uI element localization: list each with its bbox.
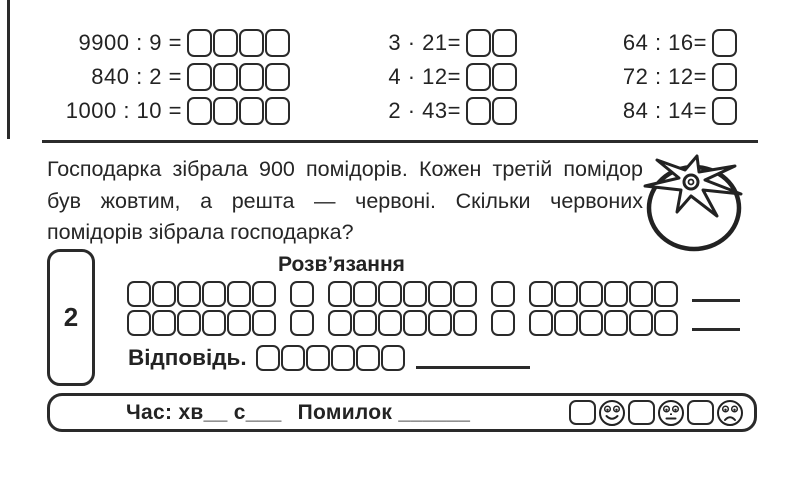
digit-box[interactable] (378, 310, 402, 336)
digit-box[interactable] (127, 281, 151, 307)
drill-row (615, 94, 737, 128)
answer-box[interactable] (187, 97, 212, 125)
digit-box[interactable] (331, 345, 355, 371)
drill-problem-label: 1000 : 10 = (65, 98, 182, 123)
answer-box[interactable] (187, 29, 212, 57)
drill-row (50, 26, 290, 60)
answer-boxes (466, 97, 517, 125)
drill-row (385, 26, 517, 60)
answer-box[interactable] (187, 63, 212, 91)
multiplication-column (385, 26, 517, 128)
operator-box[interactable] (491, 281, 515, 307)
digit-box-group (328, 281, 477, 307)
digit-box[interactable] (152, 281, 176, 307)
score-bar (47, 393, 757, 432)
digit-box[interactable] (554, 281, 578, 307)
answer-boxes (187, 63, 290, 91)
digit-box[interactable] (529, 310, 553, 336)
digit-box[interactable] (256, 345, 280, 371)
page-edge-mark (7, 0, 10, 139)
drill-problem-label: 9900 : 9 = (78, 30, 182, 55)
digit-box[interactable] (252, 281, 276, 307)
digit-box[interactable] (353, 310, 377, 336)
drill-row (385, 60, 517, 94)
sad-face-icon (716, 399, 744, 427)
digit-box[interactable] (152, 310, 176, 336)
answer-box[interactable] (712, 63, 737, 91)
digit-box[interactable] (202, 281, 226, 307)
digit-box[interactable] (306, 345, 330, 371)
drill-row (615, 26, 737, 60)
answer-box[interactable] (466, 29, 491, 57)
drill-problem-label: 3 · 21= (388, 30, 461, 55)
time-label: Час: хв__ с___ (126, 400, 282, 424)
drill-row (615, 60, 737, 94)
answer-box[interactable] (239, 63, 264, 91)
digit-box[interactable] (403, 310, 427, 336)
answer-box[interactable] (466, 97, 491, 125)
digit-box[interactable] (428, 281, 452, 307)
answer-boxes (187, 29, 290, 57)
drill-row (50, 94, 290, 128)
operator-box[interactable] (491, 310, 515, 336)
errors-label: Помилок ______ (297, 400, 471, 424)
digit-box-group (529, 281, 678, 307)
score-checkbox[interactable] (569, 400, 596, 425)
digit-box-group (328, 310, 477, 336)
digit-box[interactable] (554, 310, 578, 336)
answer-box[interactable] (265, 63, 290, 91)
answer-box[interactable] (265, 97, 290, 125)
drill-row (50, 60, 290, 94)
word-problem-text: Господарка зібрала 900 помідорів. Кожен третій помідор був жовтим, а решта — червоні. Скільки червоних помідорів зібрала господарка? (47, 157, 643, 244)
division-short-column (615, 26, 737, 128)
answer-box[interactable] (213, 29, 238, 57)
self-assessment-group (569, 399, 744, 427)
digit-box[interactable] (403, 281, 427, 307)
digit-box[interactable] (579, 281, 603, 307)
answer-box[interactable] (213, 97, 238, 125)
task-number: 2 (63, 302, 79, 332)
division-column (50, 26, 290, 128)
digit-box-group (529, 310, 678, 336)
digit-box[interactable] (453, 281, 477, 307)
answer-boxes (712, 29, 737, 57)
digit-box[interactable] (227, 310, 251, 336)
write-in-line[interactable] (416, 347, 530, 369)
digit-box[interactable] (428, 310, 452, 336)
solution-row (127, 281, 740, 307)
answer-boxes (712, 97, 737, 125)
answer-box[interactable] (239, 97, 264, 125)
task-number-badge (47, 249, 95, 386)
digit-box-group (127, 281, 276, 307)
digit-box[interactable] (328, 310, 352, 336)
solution-heading: Розв’язання (278, 253, 405, 276)
digit-box[interactable] (604, 281, 628, 307)
digit-box[interactable] (202, 310, 226, 336)
answer-box[interactable] (466, 63, 491, 91)
answer-boxes (187, 97, 290, 125)
digit-box[interactable] (529, 281, 553, 307)
digit-box[interactable] (356, 345, 380, 371)
score-checkbox[interactable] (687, 400, 714, 425)
digit-box[interactable] (353, 281, 377, 307)
happy-face-icon (598, 399, 626, 427)
digit-box[interactable] (252, 310, 276, 336)
drill-problem-label: 72 : 12= (622, 64, 707, 89)
tomato-icon (637, 150, 751, 254)
answer-box-group (256, 345, 405, 371)
drill-problem-label: 64 : 16= (622, 30, 707, 55)
digit-box[interactable] (629, 281, 653, 307)
digit-box[interactable] (579, 310, 603, 336)
digit-box[interactable] (127, 310, 151, 336)
write-in-line[interactable] (692, 299, 740, 302)
answer-boxes (466, 29, 517, 57)
neutral-face-icon (657, 399, 685, 427)
answer-box[interactable] (492, 97, 517, 125)
digit-box[interactable] (381, 345, 405, 371)
digit-box[interactable] (227, 281, 251, 307)
digit-box[interactable] (177, 281, 201, 307)
digit-box[interactable] (604, 310, 628, 336)
drill-problem-label: 2 · 43= (388, 98, 461, 123)
digit-box[interactable] (654, 310, 678, 336)
digit-box[interactable] (378, 281, 402, 307)
score-checkbox[interactable] (628, 400, 655, 425)
answer-box[interactable] (265, 29, 290, 57)
answer-box[interactable] (492, 63, 517, 91)
write-in-line[interactable] (692, 328, 740, 331)
answer-box[interactable] (213, 63, 238, 91)
digit-box[interactable] (281, 345, 305, 371)
digit-box[interactable] (453, 310, 477, 336)
digit-box[interactable] (177, 310, 201, 336)
digit-box[interactable] (629, 310, 653, 336)
solution-row (127, 310, 740, 336)
answer-section (128, 345, 530, 371)
solution-area (127, 281, 740, 339)
drill-problem-label: 840 : 2 = (91, 64, 182, 89)
answer-box[interactable] (239, 29, 264, 57)
operator-box[interactable] (290, 310, 314, 336)
answer-box[interactable] (712, 97, 737, 125)
drill-row (385, 94, 517, 128)
drill-problem-label: 4 · 12= (388, 64, 461, 89)
answer-boxes (466, 63, 517, 91)
drill-problem-label: 84 : 14= (622, 98, 707, 123)
digit-box[interactable] (328, 281, 352, 307)
answer-boxes (712, 63, 737, 91)
operator-box[interactable] (290, 281, 314, 307)
answer-label: Відповідь. (128, 345, 247, 370)
answer-box[interactable] (492, 29, 517, 57)
digit-box[interactable] (654, 281, 678, 307)
answer-box[interactable] (712, 29, 737, 57)
digit-box-group (127, 310, 276, 336)
section-divider (42, 140, 758, 143)
